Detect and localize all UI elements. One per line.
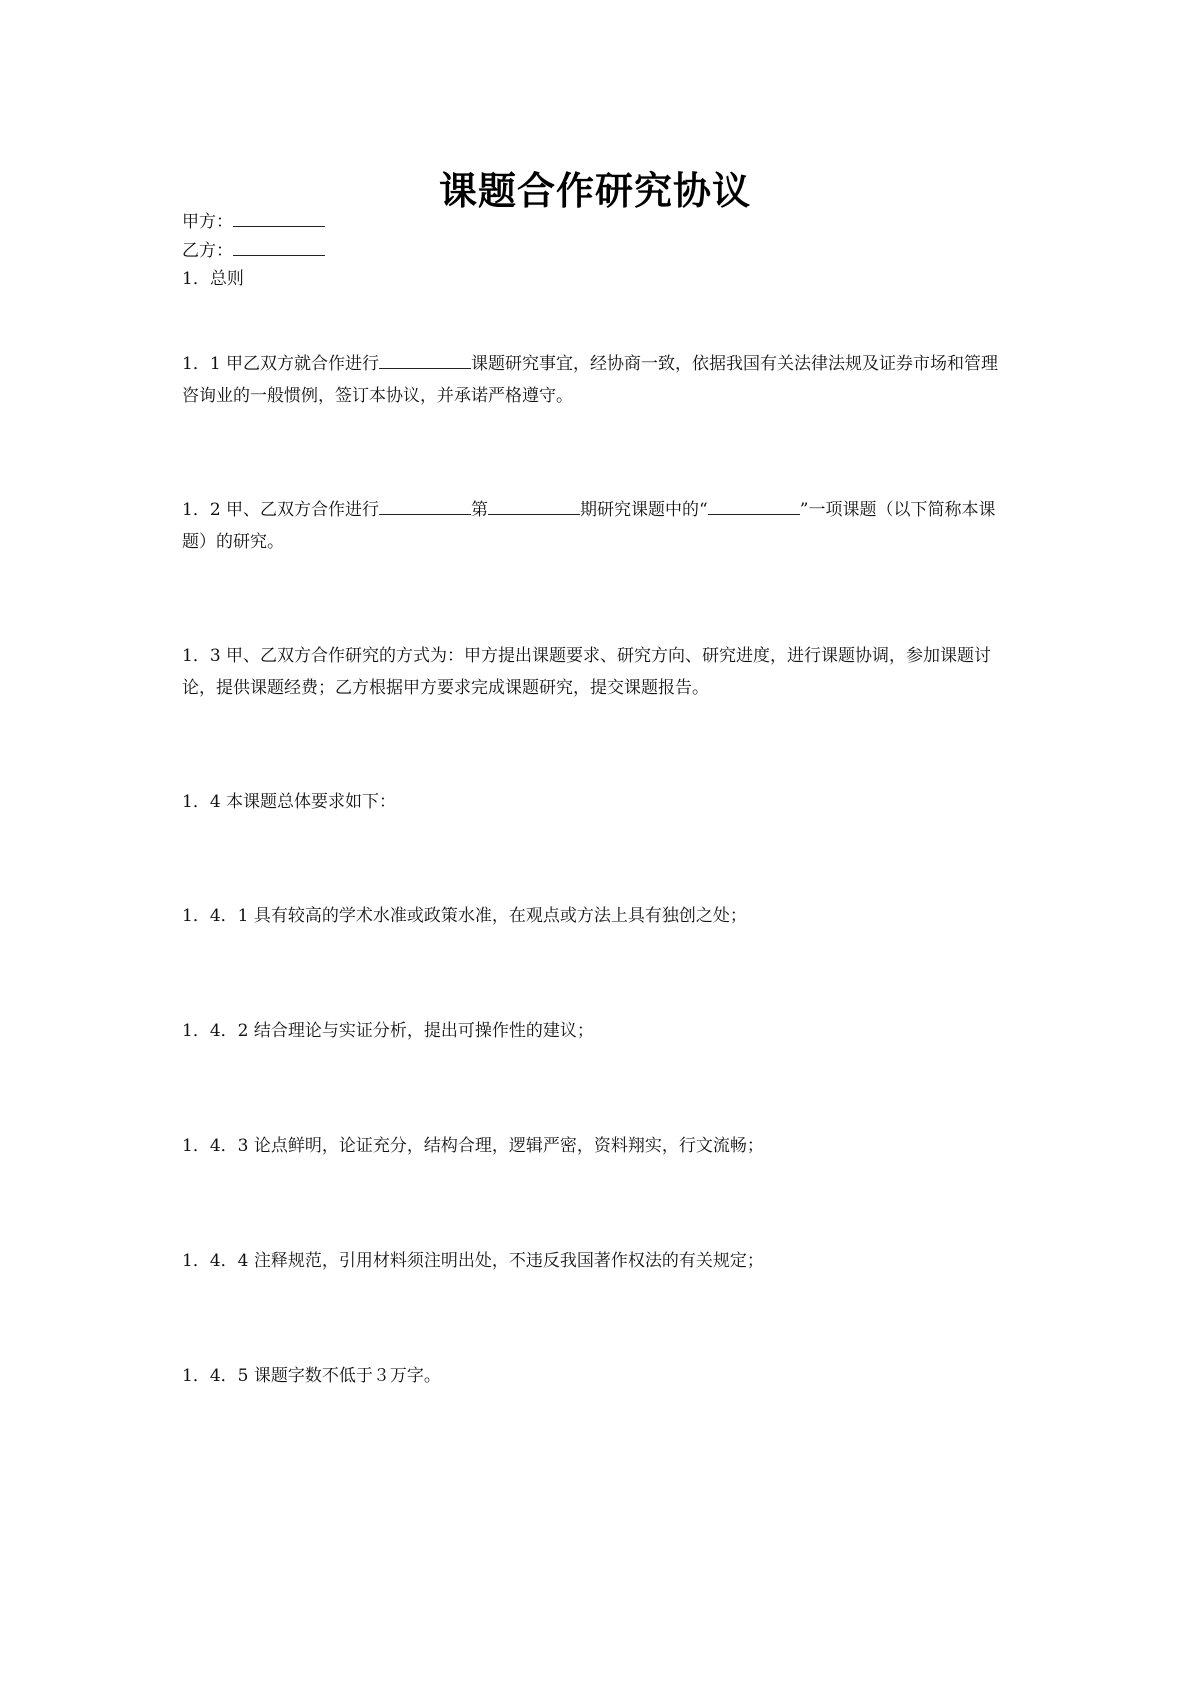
party-b-line: [182, 236, 325, 266]
clause-1-4: 1．4 本课题总体要求如下：: [182, 792, 397, 812]
clause-text: 第: [471, 500, 489, 520]
party-a-blank: [233, 208, 325, 227]
clause-1-4-5: 1．4．5 课题字数不低于３万字。: [182, 1366, 441, 1386]
section-heading: 1．总则: [182, 269, 244, 289]
fill-blank: [379, 496, 471, 515]
fill-blank: [488, 496, 580, 515]
party-b-label: 乙方：: [182, 241, 233, 261]
clause-text: 1．1 甲乙双方就合作进行: [182, 354, 380, 374]
clause-text: ”一项课题（以下简称本课题）的研究。: [182, 500, 996, 552]
clause-1-3: 1．3 甲、乙双方合作研究的方式为：甲方提出课题要求、研究方向、研究进度，进行课题协调，参加课题讨论，提供课题经费；乙方根据甲方要求完成课题研究，提交课题报告。: [182, 646, 992, 698]
fill-blank: [708, 496, 800, 515]
clause-1-2: [182, 494, 1012, 558]
clause-text: 1．2 甲、乙双方合作进行: [182, 500, 380, 520]
clause-1-4-1: 1．4．1 具有较高的学术水准或政策水准，在观点或方法上具有独创之处；: [182, 906, 747, 926]
clause-1-1: [182, 348, 1012, 412]
clause-1-4-3: 1．4．3 论点鲜明，论证充分，结构合理，逻辑严密，资料翔实，行文流畅；: [182, 1136, 764, 1156]
clause-text: 期研究课题中的“: [580, 500, 708, 520]
party-a-line: [182, 207, 325, 237]
party-a-label: 甲方：: [182, 212, 233, 232]
clause-1-4-2: 1．4．2 结合理论与实证分析，提出可操作性的建议；: [182, 1021, 594, 1041]
fill-blank: [379, 350, 471, 369]
document-title: 课题合作研究协议: [438, 169, 751, 213]
party-b-blank: [233, 237, 325, 256]
clause-text: 课题研究事宜，经协商一致，依据我国有关法律法规及证券市场和管理咨询业的一般惯例，签订本协议，并承诺严格遵守。: [182, 354, 999, 406]
clause-1-4-4: 1．4．4 注释规范，引用材料须注明出处，不违反我国著作权法的有关规定；: [182, 1251, 764, 1271]
